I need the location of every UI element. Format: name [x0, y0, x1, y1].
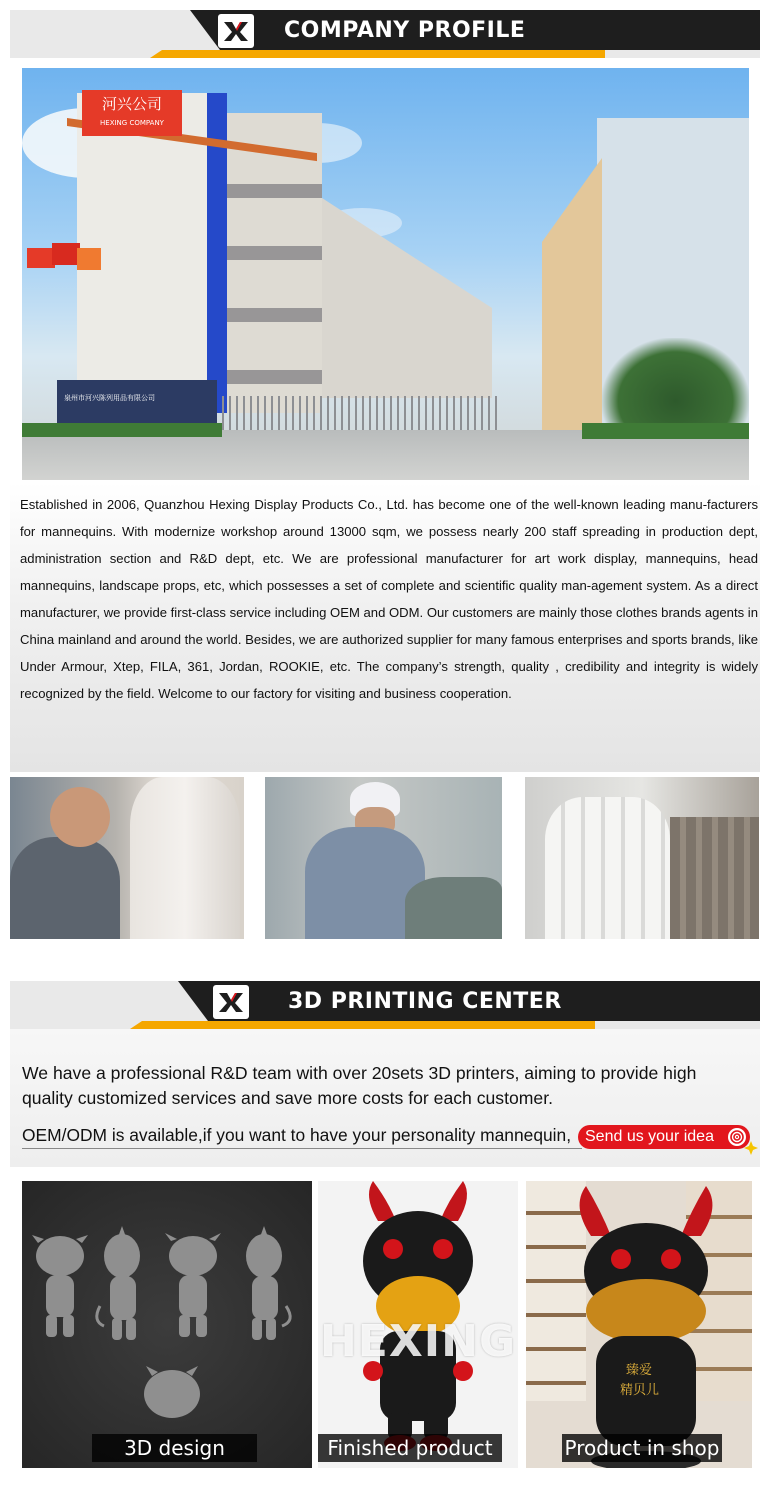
company-profile-banner [10, 10, 760, 58]
company-description: Established in 2006, Quanzhou Hexing Display Products Co., Ltd. has become one of the well-known leading manu-facturers for mannequins. With modernize workshop around 13000 sqm, we possess nearly 200 staff spreading in production dept, administration section and R&D dept, etc. We are professional manufacturer for art work display, mannequins, head mannequins, landscape props, etc, which possesses a set of complete and scientific quality man-agement system. As a direct manufacturer, we provide first-class service including OEM and ODM. Our customers are mainly those clothes brands agents in China mainland and around the world. Besides, we are authorized supplier for many famous enterprises and sports brands, like Under Armour, Xtep, FILA, 361, Jordan, ROOKIE, etc. The company’s strength, quality , credibility and integrity is widely recognized by the field. Welcome to our factory for visiting and business cooperation. [20, 497, 758, 701]
section-title: 3D PRINTING CENTER [288, 989, 562, 1014]
workshop-photo-polishing [265, 777, 502, 939]
building-sign: 河兴公司 [101, 94, 162, 113]
hexing-logo-icon [213, 985, 249, 1019]
underline-divider [22, 1148, 582, 1149]
hexing-logo-icon [218, 14, 254, 48]
panel-3d-design [22, 1181, 312, 1468]
caption-product-in-shop: Product in shop [562, 1434, 722, 1462]
caption-3d-design: 3D design [92, 1434, 257, 1462]
building-sign-en: HEXING COMPANY [100, 118, 164, 127]
workshop-photo-mannequins [525, 777, 759, 939]
figure-chest-text-2: 精贝儿 [620, 1383, 660, 1398]
caption-finished-product: Finished product [318, 1434, 502, 1462]
printing-center-banner [10, 981, 760, 1029]
panel-finished-product [318, 1181, 518, 1468]
factory-photo [22, 68, 749, 480]
printing-description: We have a professional R&D team with over 20sets 3D printers, aiming to provide high quality customized services and save more costs for each customer. [22, 1063, 697, 1108]
section-title: COMPANY PROFILE [284, 18, 526, 43]
banner-orange-stripe [150, 50, 605, 58]
panel-product-in-shop [526, 1181, 752, 1468]
gate-sign: 泉州市河兴陈列用品有限公司 [64, 394, 155, 402]
figure-chest-text-1: 臻爱 [626, 1363, 653, 1378]
sparkle-icon [744, 1141, 758, 1155]
send-idea-button[interactable] [578, 1125, 750, 1149]
banner-orange-stripe [130, 1021, 595, 1029]
workshop-photo-sculpting [10, 777, 244, 939]
shop-figure [566, 1181, 726, 1468]
hexing-watermark: HEXING [319, 1316, 517, 1367]
3d-model-views [22, 1181, 312, 1468]
send-idea-label: Send us your idea [585, 1128, 714, 1145]
oem-odm-text: OEM/ODM is available,if you want to have your personality mannequin, [22, 1125, 572, 1145]
